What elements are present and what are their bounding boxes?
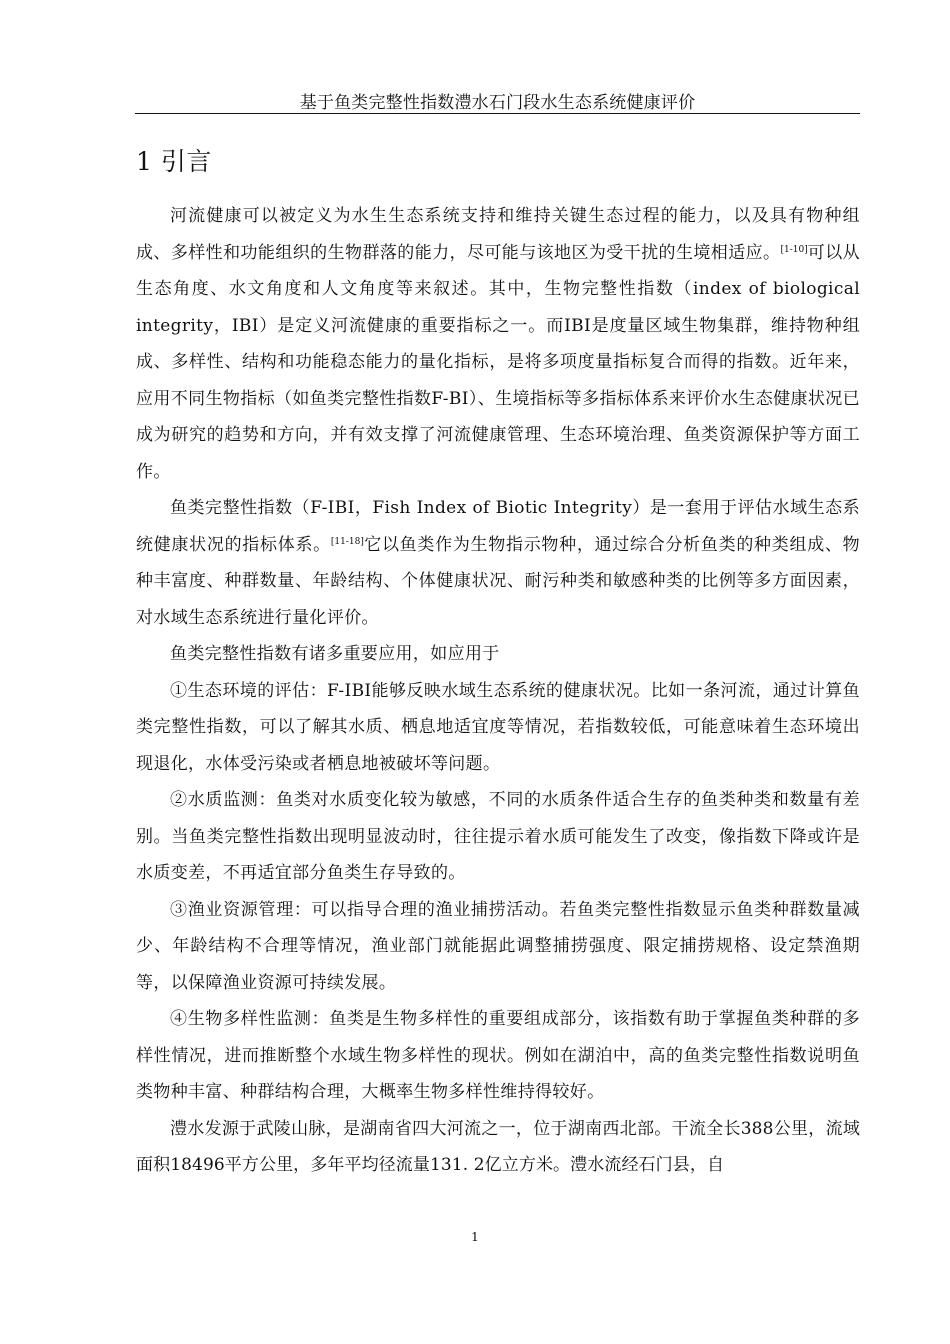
section-heading: 1 引言	[136, 147, 212, 176]
paragraph-fibi-definition	[136, 490, 860, 636]
citation-marker: [1-10]	[780, 244, 808, 255]
page-number: 1	[471, 1230, 479, 1244]
paragraph-applications-intro: 鱼类完整性指数有诸多重要应用，如应用于	[170, 644, 500, 664]
citation-marker: [11-18]	[330, 536, 364, 547]
header-divider	[135, 113, 860, 114]
paragraph-text: 它以鱼类作为生物指示物种，通过综合分析鱼类的种类组成、物种丰富度、种群数量、年龄结构、个体健康状况、耐污种类和敏感种类的比例等多方面因素，对水域生态系统进行量化评价。	[136, 534, 860, 628]
paragraph-text: 可以从生态角度、水文角度和人文角度等来叙述。其中，生物完整性指数（index of biological integrity，IBI）是定义河流健康的重要指标之一。而IBI是度量区域生物集群，维持物种组成、多样性、结构和功能稳态能力的量化指标，是将多项度量指标复合而得的指数。近年来，应用不同生物指标（如鱼类完整性指数F-BI）、生境指标等多指标体系来评价水生态健康状况已成为研究的趋势和方向，并有效支撑了河流健康管理、生态环境治理、鱼类资源保护等方面工作。	[136, 242, 860, 482]
paragraph-application-biodiversity: ④生物多样性监测：鱼类是生物多样性的重要组成部分，该指数有助于掌握鱼类种群的多样性情况，进而推断整个水域生物多样性的现状。例如在湖泊中，高的鱼类完整性指数说明鱼类物种丰富、种群结构合理，大概率生物多样性维持得较好。	[136, 1009, 860, 1102]
body-text	[136, 198, 860, 1184]
paragraph-lishui-river: 澧水发源于武陵山脉，是湖南省四大河流之一，位于湖南西北部。干流全长388公里，流域面积18496平方公里，多年平均径流量131. 2亿立方米。澧水流经石门县，自	[136, 1118, 860, 1175]
paragraph-application-fisheries: ③渔业资源管理：可以指导合理的渔业捕捞活动。若鱼类完整性指数显示鱼类种群数量减少、年龄结构不合理等情况，渔业部门就能据此调整捕捞强度、限定捕捞规格、设定禁渔期等，以保障渔业资源可持续发展。	[136, 899, 860, 993]
paragraph-river-health	[136, 198, 860, 490]
paragraph-text: 鱼类完整性指数（F-IBI，Fish Index of Biotic Integrity）是一套用于评估水域生态系统健康状况的指标体系。	[136, 498, 860, 555]
paragraph-application-water-quality: ②水质监测：鱼类对水质变化较为敏感，不同的水质条件适合生存的鱼类种类和数量有差别。当鱼类完整性指数出现明显波动时，往往提示着水质可能发生了改变，像指数下降或许是水质变差，不再适宜部分鱼类生存导致的。	[136, 790, 860, 883]
running-header: 基于鱼类完整性指数澧水石门段水生态系统健康评价	[299, 93, 696, 113]
paragraph-text: 河流健康可以被定义为水生生态系统支持和维持关键生态过程的能力，以及具有物种组成、多样性和功能组织的生物群落的能力，尽可能与该地区为受干扰的生境相适应。	[136, 206, 860, 263]
paragraph-application-ecology: ①生态环境的评估：F-IBI能够反映水域生态系统的健康状况。比如一条河流，通过计算鱼类完整性指数，可以了解其水质、栖息地适宜度等情况，若指数较低，可能意味着生态环境出现退化，水体受污染或者栖息地被破坏等问题。	[136, 680, 860, 774]
